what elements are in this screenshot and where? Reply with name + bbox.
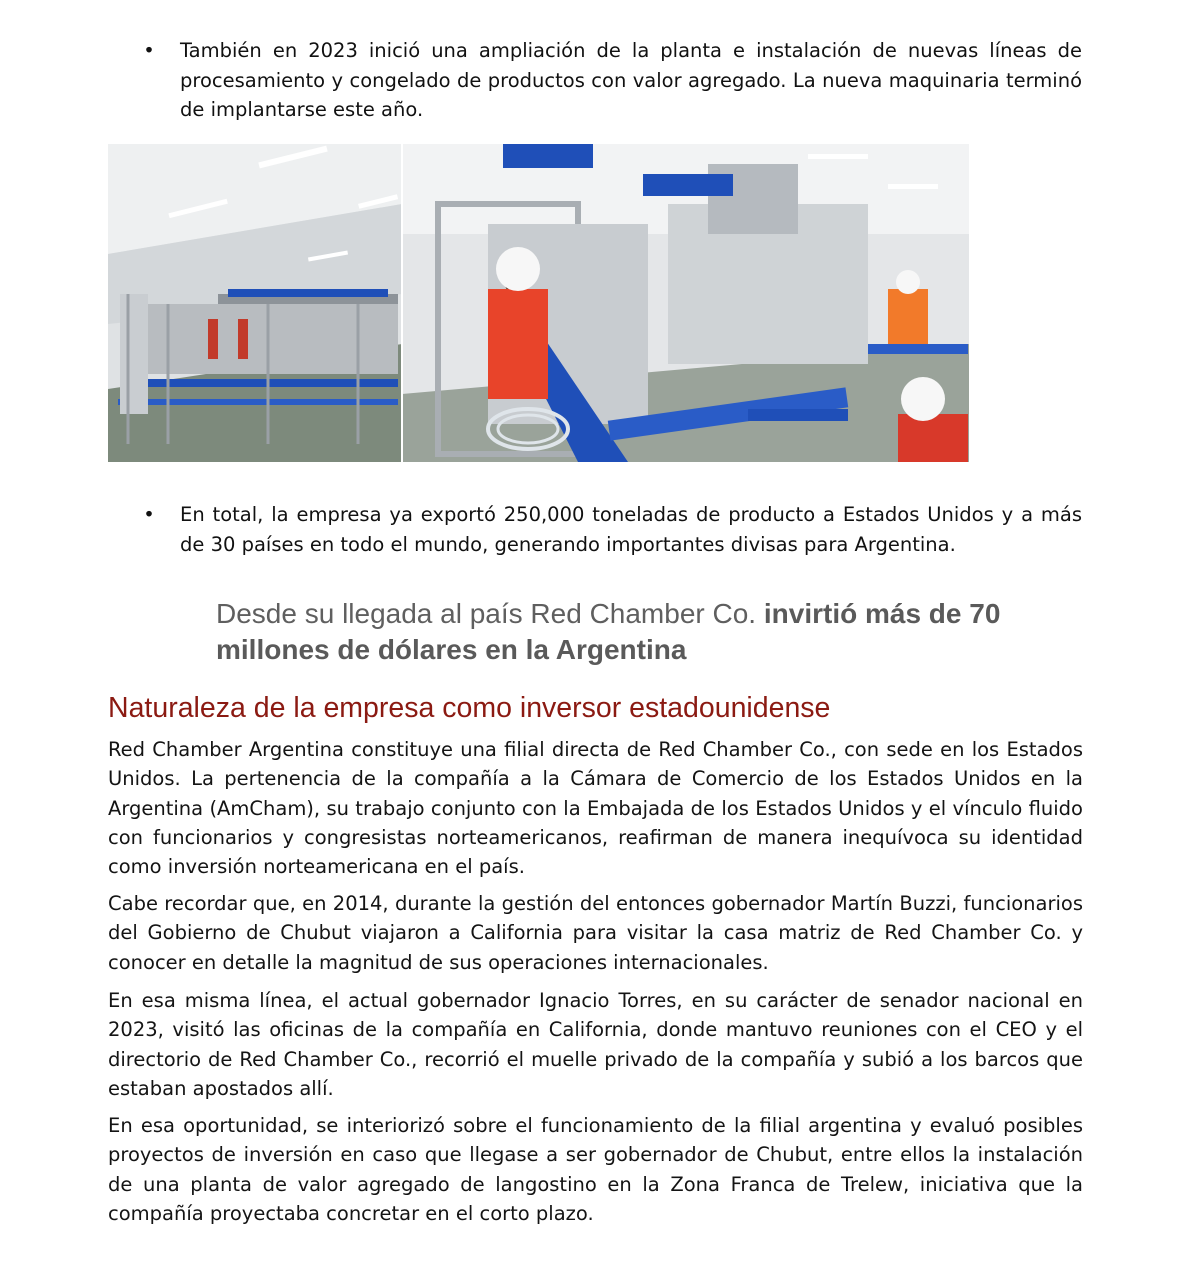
pull-quote xyxy=(216,596,1076,668)
paragraph: En esa misma línea, el actual gobernador Ignacio Torres, en su carácter de senador nacional en 2023, visitó las oficinas de la compañía en California, donde mantuvo reuniones con el CEO y el directorio de Red Chamber Co., recorrió el muelle privado de la compañía y subió a los barcos que estaban apostados allí. xyxy=(108,989,1083,1100)
quote-bold-text: invirtió más de 70 millones de dólares en la Argentina xyxy=(216,598,1001,665)
section-heading: Naturaleza de la empresa como inversor estadounidense xyxy=(108,692,831,724)
quote-normal-text: Desde su llegada al país Red Chamber Co. xyxy=(216,598,764,629)
factory-processing-line-photo xyxy=(108,144,402,462)
workers-installing-machinery-photo xyxy=(402,144,969,462)
bullet-dot-icon: • xyxy=(143,39,155,62)
paragraph: Cabe recordar que, en 2014, durante la gestión del entonces gobernador Martín Buzzi, funcionarios del Gobierno de Chubut viajaron a California para visitar la casa matriz de Red Chamber Co. y conocer en detalle la magnitud de sus operaciones internacionales. xyxy=(108,892,1083,974)
paragraph: En esa oportunidad, se interiorizó sobre el funcionamiento de la filial argentina y evaluó posibles proyectos de inversión en caso que llegase a ser gobernador de Chubut, entre ellos la instalación de una planta de valor agregado de langostino en la Zona Franca de Trelew, iniciativa que la compañía proyectaba concretar en el corto plazo. xyxy=(108,1114,1083,1225)
bullet-item-expansion xyxy=(140,36,1082,125)
bullet-text: En total, la empresa ya exportó 250,000 toneladas de producto a Estados Unidos y a más de 30 países en todo el mundo, generando importantes divisas para Argentina. xyxy=(180,503,1082,556)
bullet-item-exports xyxy=(140,500,1082,559)
plant-photos xyxy=(108,144,969,462)
bullet-dot-icon: • xyxy=(143,503,155,526)
paragraph: Red Chamber Argentina constituye una filial directa de Red Chamber Co., con sede en los Estados Unidos. La pertenencia de la compañía a la Cámara de Comercio de los Estados Unidos en la Argentina (AmCham), su trabajo conjunto con la Embajada de los Estados Unidos y el vínculo fluido con funcionarios y congresistas norteamericanos, reafirman de manera inequívoca su identidad como inversión norteamericana en el país. xyxy=(108,738,1083,879)
bullet-text: También en 2023 inició una ampliación de la planta e instalación de nuevas líneas de procesamiento y congelado de productos con valor agregado. La nueva maquinaria terminó de implantarse este año. xyxy=(180,39,1082,121)
